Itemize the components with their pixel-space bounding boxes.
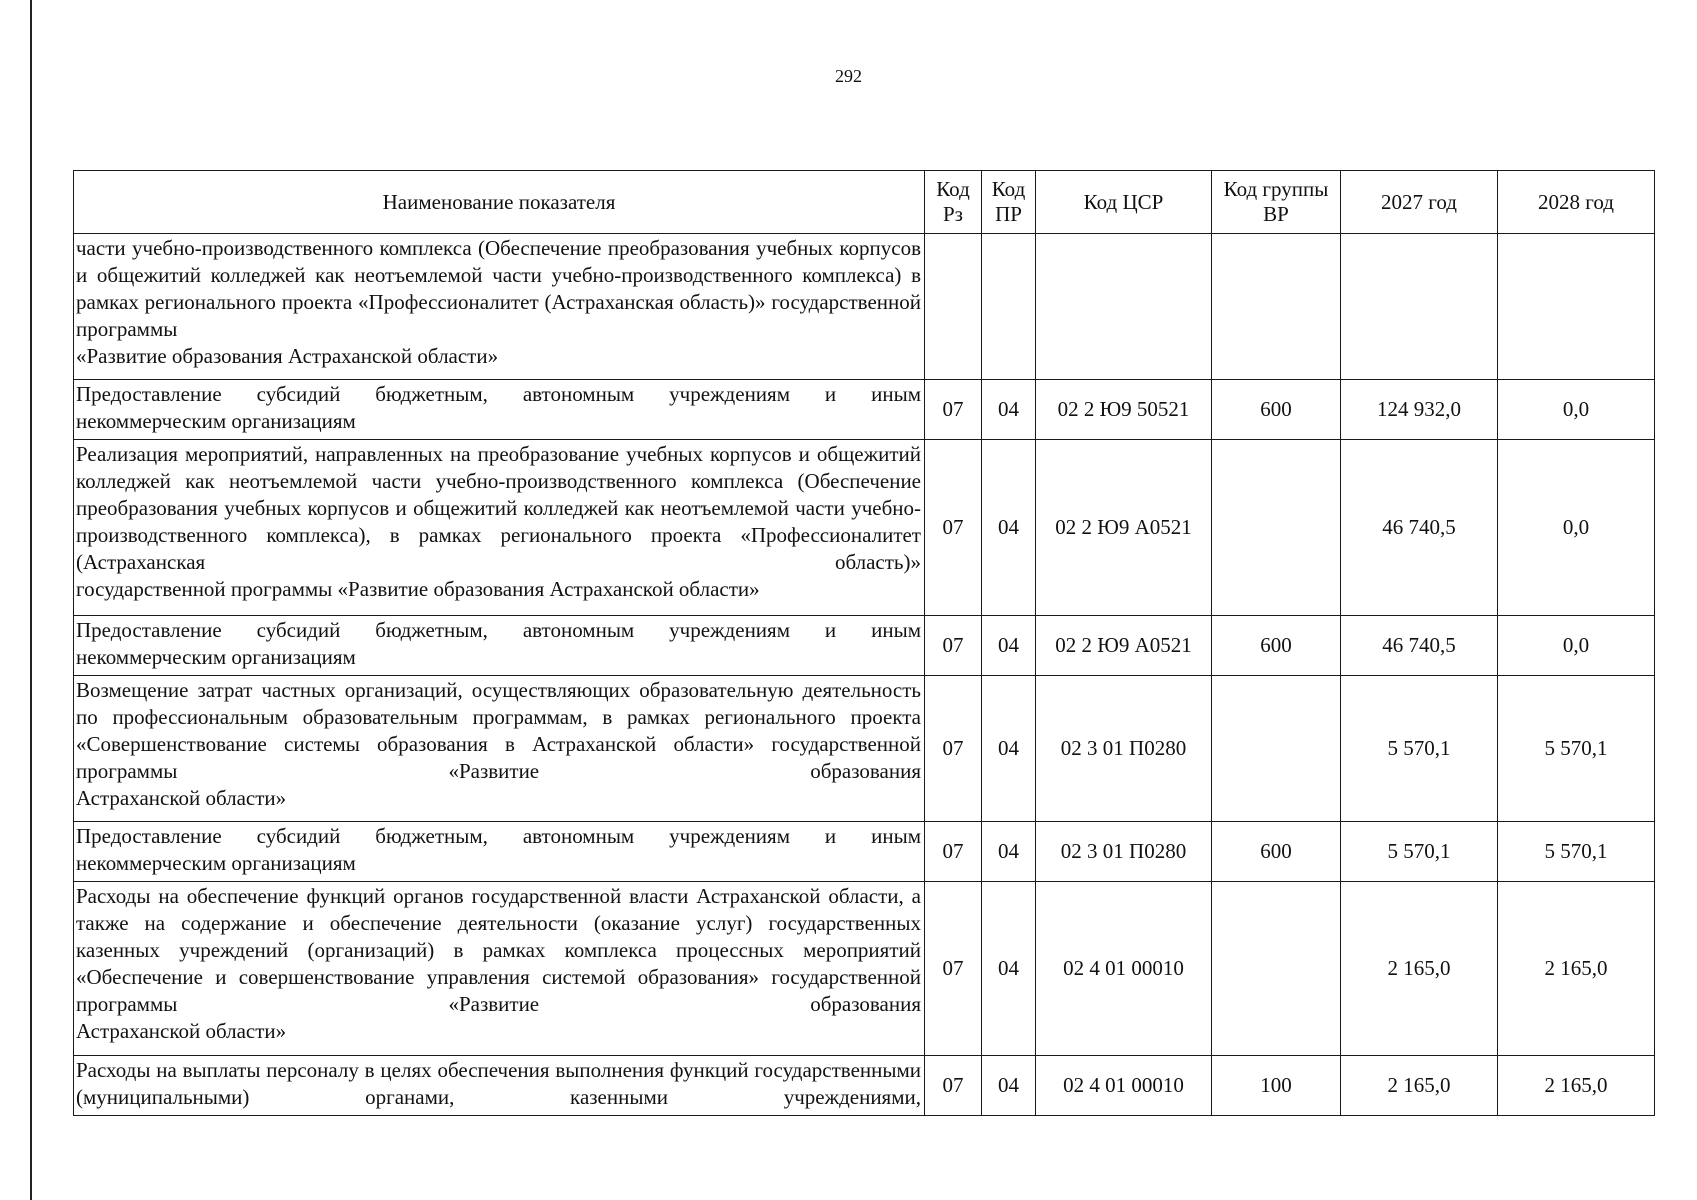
page-number: 292 xyxy=(835,66,862,86)
row-name: Предоставление субсидий бюджетным, автономным учреждениям и иным некоммерческим организациям xyxy=(74,380,925,440)
cell-2027: 2 165,0 xyxy=(1341,882,1498,1056)
header-vr: Код группы ВР xyxy=(1212,171,1341,234)
cell-pr: 04 xyxy=(982,822,1036,882)
cell-2028: 0,0 xyxy=(1498,380,1655,440)
cell-rz: 07 xyxy=(925,1056,982,1116)
cell-csr: 02 4 01 00010 xyxy=(1036,882,1212,1056)
cell-2027: 46 740,5 xyxy=(1341,440,1498,616)
table-row xyxy=(74,234,1655,380)
cell-2027: 5 570,1 xyxy=(1341,822,1498,882)
cell-vr: 100 xyxy=(1212,1056,1341,1116)
cell-pr: 04 xyxy=(982,1056,1036,1116)
cell-vr: 600 xyxy=(1212,380,1341,440)
cell-vr xyxy=(1212,882,1341,1056)
row-name: Расходы на обеспечение функций органов государственной власти Астраханской области, а также на содержание и обеспечение деятельности (оказание услуг) государственных казенных учреждений (организаций) в рамках комплекса процессных мероприятий «Обеспечение и совершенствование управления системой образования» государственной программы «Развитие образования Астраханской области» xyxy=(74,882,925,1056)
cell-2028: 5 570,1 xyxy=(1498,822,1655,882)
header-pr: Код ПР xyxy=(982,171,1036,234)
cell-csr: 02 2 Ю9 50521 xyxy=(1036,380,1212,440)
cell-2027: 46 740,5 xyxy=(1341,616,1498,676)
cell-rz: 07 xyxy=(925,676,982,822)
cell-csr: 02 4 01 00010 xyxy=(1036,1056,1212,1116)
cell-csr: 02 2 Ю9 А0521 xyxy=(1036,440,1212,616)
table-row xyxy=(74,380,1655,440)
cell-2028: 0,0 xyxy=(1498,440,1655,616)
cell-pr: 04 xyxy=(982,440,1036,616)
cell-2028: 0,0 xyxy=(1498,616,1655,676)
header-rz: Код Рз xyxy=(925,171,982,234)
cell-2028: 2 165,0 xyxy=(1498,1056,1655,1116)
cell-pr xyxy=(982,234,1036,380)
row-name: части учебно-производственного комплекса (Обеспечение преобразования учебных корпусов и общежитий колледжей как неотъемлемой части учебно-производственного комплекса) в рамках регионального проекта «Профессионалитет (Астраханская область)» государственной программы «Развитие образования Астраханской области» xyxy=(74,234,925,380)
header-name: Наименование показателя xyxy=(74,171,925,234)
table-row xyxy=(74,1056,1655,1116)
cell-rz: 07 xyxy=(925,822,982,882)
cell-pr: 04 xyxy=(982,616,1036,676)
cell-2028: 5 570,1 xyxy=(1498,676,1655,822)
table-row xyxy=(74,616,1655,676)
header-2027: 2027 год xyxy=(1341,171,1498,234)
left-margin-rule xyxy=(30,0,32,1200)
row-name: Реализация мероприятий, направленных на преобразование учебных корпусов и общежитий колледжей как неотъемлемой части учебно-производственного комплекса (Обеспечение преобразования учебных корпусов и общежитий колледжей как неотъемлемой части учебно-производственного комплекса), в рамках регионального проекта «Профессионалитет (Астраханская область)» государственной программы «Развитие образования Астраханской области» xyxy=(74,440,925,616)
cell-2027: 124 932,0 xyxy=(1341,380,1498,440)
cell-rz: 07 xyxy=(925,616,982,676)
cell-rz: 07 xyxy=(925,380,982,440)
row-name: Предоставление субсидий бюджетным, автономным учреждениям и иным некоммерческим организациям xyxy=(74,822,925,882)
cell-vr xyxy=(1212,440,1341,616)
header-2028: 2028 год xyxy=(1498,171,1655,234)
table-header-row xyxy=(74,171,1655,234)
cell-2027: 5 570,1 xyxy=(1341,676,1498,822)
cell-rz xyxy=(925,234,982,380)
cell-csr: 02 3 01 П0280 xyxy=(1036,822,1212,882)
budget-table xyxy=(73,170,1655,1116)
table-row xyxy=(74,822,1655,882)
cell-2028 xyxy=(1498,234,1655,380)
cell-csr xyxy=(1036,234,1212,380)
cell-vr: 600 xyxy=(1212,822,1341,882)
cell-pr: 04 xyxy=(982,882,1036,1056)
cell-csr: 02 2 Ю9 А0521 xyxy=(1036,616,1212,676)
cell-vr xyxy=(1212,676,1341,822)
cell-2027: 2 165,0 xyxy=(1341,1056,1498,1116)
table-row xyxy=(74,440,1655,616)
cell-pr: 04 xyxy=(982,676,1036,822)
row-name: Возмещение затрат частных организаций, осуществляющих образовательную деятельность по профессиональным образовательным программам, в рамках регионального проекта «Совершенствование системы образования в Астраханской области» государственной программы «Развитие образования Астраханской области» xyxy=(74,676,925,822)
cell-rz: 07 xyxy=(925,882,982,1056)
row-name: Предоставление субсидий бюджетным, автономным учреждениям и иным некоммерческим организациям xyxy=(74,616,925,676)
row-name: Расходы на выплаты персоналу в целях обеспечения выполнения функций государственными (муниципальными) органами, казенными учреждениями, xyxy=(74,1056,925,1116)
cell-vr xyxy=(1212,234,1341,380)
cell-rz: 07 xyxy=(925,440,982,616)
header-csr: Код ЦСР xyxy=(1036,171,1212,234)
cell-2028: 2 165,0 xyxy=(1498,882,1655,1056)
cell-pr: 04 xyxy=(982,380,1036,440)
cell-vr: 600 xyxy=(1212,616,1341,676)
cell-2027 xyxy=(1341,234,1498,380)
table-row xyxy=(74,882,1655,1056)
cell-csr: 02 3 01 П0280 xyxy=(1036,676,1212,822)
table-row xyxy=(74,676,1655,822)
